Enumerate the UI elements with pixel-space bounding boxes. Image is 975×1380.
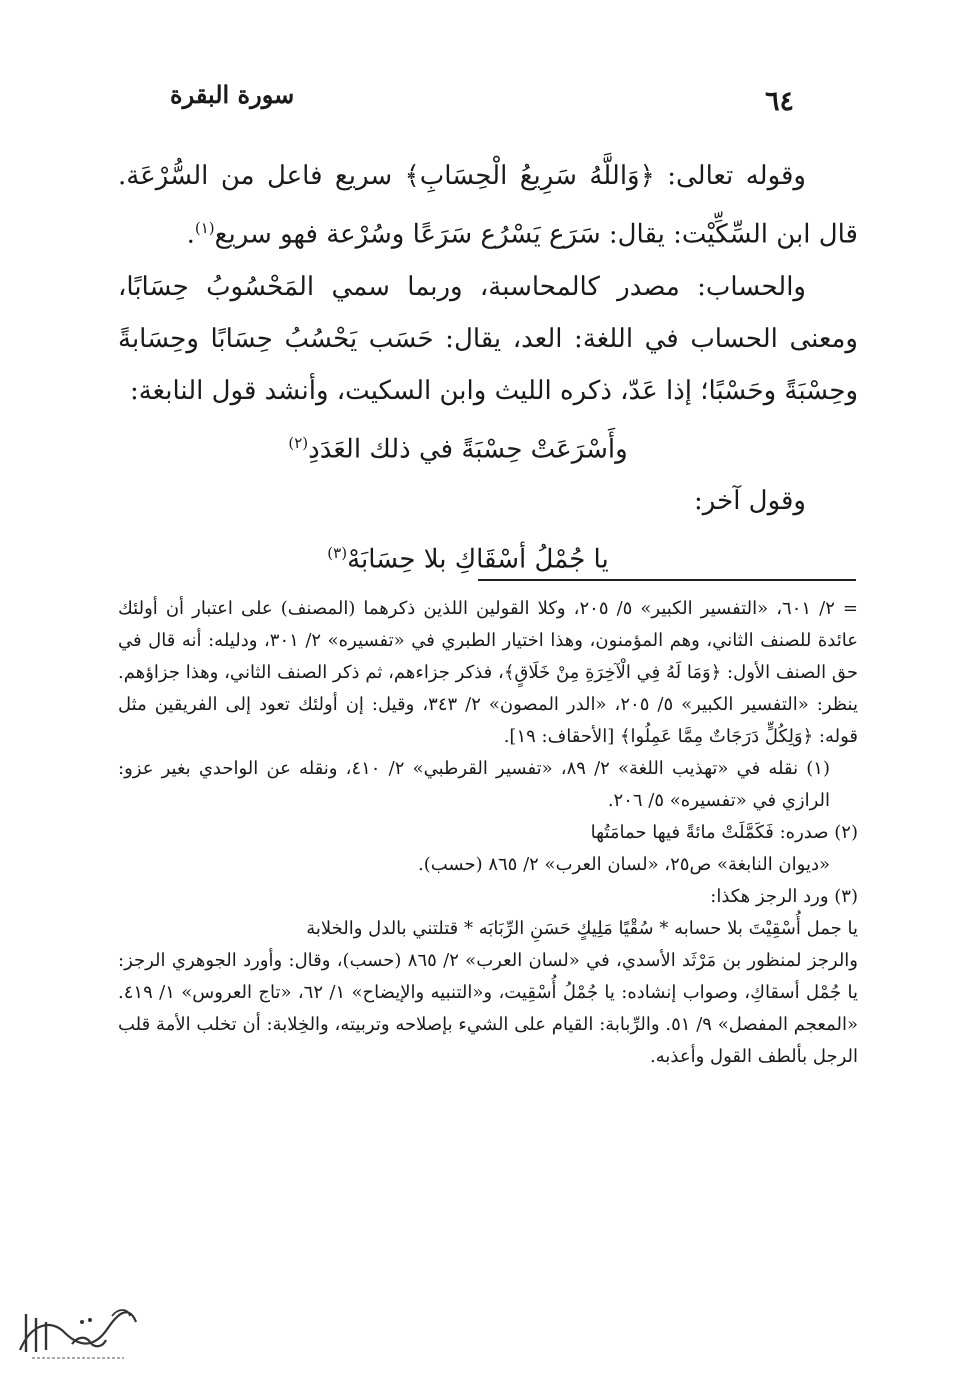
paragraph-3: وقول آخر: (694, 486, 806, 517)
footnote-3-source: والرجز لمنظور بن مَرْثَد الأسدي، في «لسان العرب» ٢/ ٨٦٥ (حسب)، وقال: وأورد الجوهري الرجز: يا جُمْل أسقاكِ، وصواب إنشاده: يا جُمْلُ أُسْقِيت، و«التنبيه والإيضاح» ١/ ٦٢، «تاج العروس» ١/ ٤١٩. «المعجم المفصل» ٩/ ٥١. والرِّبابة: القيام على الشيء بإصلاحه وتربيته، والخِلابة: أن تخلب الأمة قلب الرجل بألطف القول وأعذبه. (118, 950, 859, 1067)
footnote-1: (١) نقله في «تهذيب اللغة» ٢/ ٨٩، «تفسير القرطبي» ٢/ ٤١٠، ونقله عن الواحدي بغير عزو: الرازي في «تفسيره» ٥/ ٢٠٦. (118, 758, 830, 811)
footnote-3-verse: يا جمل أُسْقِيْتَ بلا حسابه * سُقْيًا مَلِيكٍ حَسَنِ الرِّبَابَه * قتلتني بالدل والخلابة (306, 918, 858, 939)
footnote-ref-2: (٢) (288, 433, 309, 452)
poetry-verse-2 (118, 527, 858, 586)
paragraph-1: وقوله تعالى: ﴿وَاللَّهُ سَرِيعُ الْحِسَابِ﴾ سريع فاعل من السُّرْعَة. قال ابن السِّكِّيْت: يقال: سَرَع يَسْرُع سَرَعًا وسُرْعة فهو سريع$^{(١)}$. (118, 161, 858, 250)
footnote-2: (٢) صدره: فَكَمَّلَتْ مائةً فيها حمامَتُها (590, 822, 858, 843)
footnote-continuation: = ٢/ ٦٠١، «التفسير الكبير» ٥/ ٢٠٥، وكلا القولين اللذين ذكرهما (المصنف) على اعتبار أن أولئك عائدة للصنف الثاني، وهم المؤمنون، وهذا اختيار الطبري في «تفسيره» ٢/ ٣٠١، ودليله: أنه قال في حق الصنف الأول: ﴿وَمَا لَهُ فِي الْآخِرَةِ مِنْ خَلَاقٍ﴾، فذكر جزاءهم، ثم ذكر الصنف الثاني، وهذا جزاؤهم. ينظر: «التفسير الكبير» ٥/ ٢٠٥، «الدر المصون» ٢/ ٣٤٣، وقيل: إن أولئك تعود إلى الفريقين مثل قوله: ﴿وَلِكُلٍّ دَرَجَاتٌ مِمَّا عَمِلُوا﴾ [الأحقاف: ١٩]. (118, 598, 859, 747)
poetry-verse-1-text: وأَسْرَعَتْ حِسْبَةً في ذلك العَدَدِ (308, 434, 628, 465)
footnotes (118, 593, 858, 1073)
paragraph-1-text: وقوله تعالى: ﴿وَاللَّهُ سَرِيعُ الْحِسَابِ﴾ سريع فاعل من السُّرْعَة. قال ابن السِّكِّيْت: يقال: سَرَع يَسْرُع سَرَعًا وسُرْعة فهو سريع (118, 161, 858, 250)
footnote-ref-1: (١) (194, 219, 215, 237)
footnote-3: (٣) ورد الرجز هكذا: (710, 886, 858, 907)
footnote-ref-3: (٣) (327, 544, 348, 563)
poetry-verse-1 (118, 417, 858, 476)
surah-title: سورة البقرة (170, 80, 295, 109)
poetry-verse-2-text: يا جُمْلُ أسْقَاكِ بلا حِسَابَهْ (347, 544, 609, 575)
main-text (118, 150, 858, 586)
page-number: ٦٤ (765, 86, 795, 117)
footnote-divider (478, 579, 856, 581)
footnote-2-source: «ديوان النابغة» ص٢٥، «لسان العرب» ٢/ ٨٦٥ (حسب). (417, 854, 830, 875)
paragraph-2: والحساب: مصدر كالمحاسبة، وربما سمي المَحْسُوبُ حِسَابًا، ومعنى الحساب في اللغة: العد، يقال: حَسَب يَحْسُبُ حِسَابًا وحِسَابةً وحِسْبَةً وحَسْبًا؛ إذا عَدّ، ذكره الليث وابن السكيت، وأنشد قول النابغة: (118, 271, 858, 406)
watermark-logo (12, 1292, 142, 1364)
